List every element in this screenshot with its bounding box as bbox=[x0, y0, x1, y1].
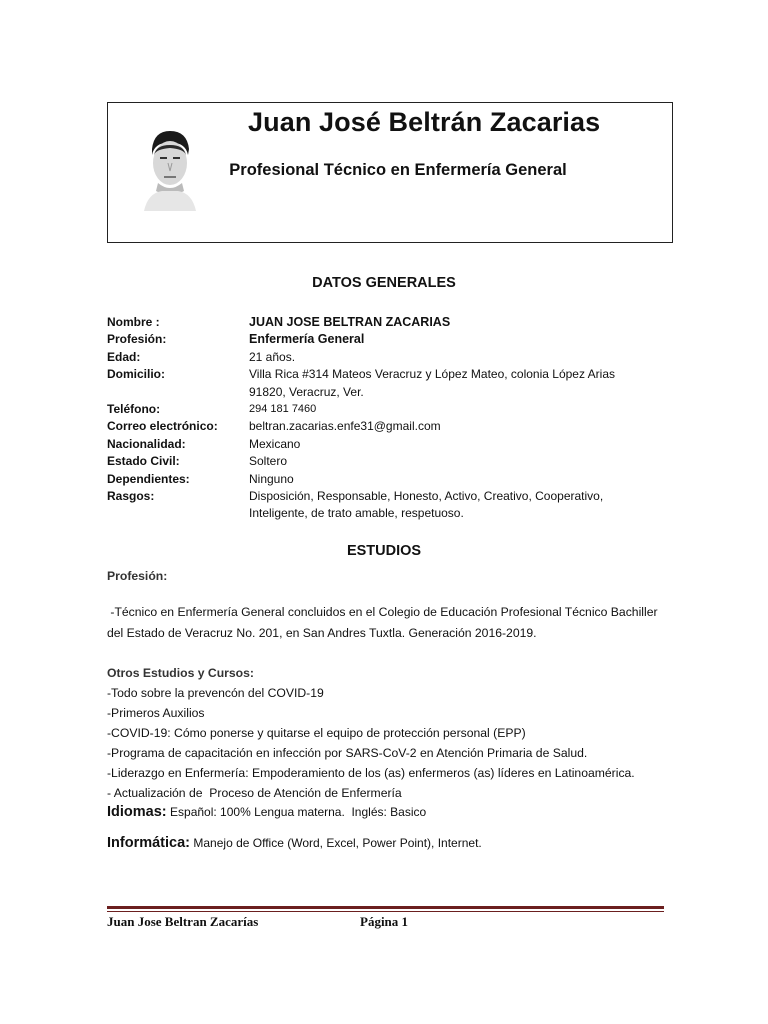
row-estado-civil bbox=[107, 453, 667, 470]
row-rasgos bbox=[107, 488, 667, 523]
candidate-name: Juan José Beltrán Zacarias bbox=[248, 107, 601, 137]
value-domicilio bbox=[249, 366, 667, 401]
profesion-section bbox=[107, 566, 667, 586]
label-nacionalidad: Nacionalidad: bbox=[107, 436, 186, 451]
curso-item: -Liderazgo en Enfermería: Empoderamiento de los (as) enfermeros (as) líderes en Latinoamérica. bbox=[107, 766, 635, 780]
label-telefono: Teléfono: bbox=[107, 402, 161, 417]
value-correo: beltran.zacarias.enfe31@gmail.com bbox=[249, 419, 441, 434]
row-correo bbox=[107, 418, 667, 435]
row-telefono bbox=[107, 401, 667, 418]
row-nombre bbox=[107, 314, 667, 331]
label-domicilio: Domicilio: bbox=[107, 367, 166, 382]
footer-page-number: Página 1 bbox=[360, 914, 409, 929]
idiomas-line bbox=[107, 804, 667, 820]
curso-item: -COVID-19: Cómo ponerse y quitarse el equipo de protección personal (EPP) bbox=[107, 726, 526, 740]
label-edad: Edad: bbox=[107, 349, 141, 364]
datos-generales-table bbox=[107, 314, 667, 523]
row-domicilio bbox=[107, 366, 667, 401]
profesion-line-1: -Técnico en Enfermería General concluidos en el Colegio de Educación Profesional Técnico Bachiller bbox=[107, 605, 658, 619]
informatica-line bbox=[107, 835, 667, 851]
row-dependientes bbox=[107, 471, 667, 488]
estudios-heading: ESTUDIOS bbox=[346, 543, 422, 559]
footer-rule bbox=[107, 906, 664, 909]
footer-rule-thin bbox=[107, 911, 664, 912]
otros-estudios-label: Otros Estudios y Cursos: bbox=[107, 666, 254, 680]
label-nombre: Nombre : bbox=[107, 315, 160, 329]
label-rasgos: Rasgos: bbox=[107, 489, 155, 504]
value-domicilio-line2: 91820, Veracruz, Ver. bbox=[249, 384, 364, 399]
row-profesion bbox=[107, 331, 667, 348]
row-edad bbox=[107, 349, 667, 366]
curso-item: -Programa de capacitación en infección por SARS-CoV-2 en Atención Primaria de Salud. bbox=[107, 746, 588, 760]
profesion-description bbox=[107, 602, 667, 644]
datos-generales-heading: DATOS GENERALES bbox=[312, 275, 456, 291]
row-nacionalidad bbox=[107, 436, 667, 453]
profile-photo bbox=[138, 125, 202, 211]
profesion-label: Profesión: bbox=[107, 569, 168, 583]
idiomas-label: Idiomas: bbox=[107, 804, 167, 820]
value-nombre: JUAN JOSE BELTRAN ZACARIAS bbox=[249, 315, 451, 329]
value-domicilio-line1: Villa Rica #314 Mateos Veracruz y López Mateo, colonia López Arias bbox=[249, 367, 615, 382]
value-rasgos-line1: Disposición, Responsable, Honesto, Activo, Creativo, Cooperativo, bbox=[249, 489, 604, 504]
profesion-line-2: del Estado de Veracruz No. 201, en San Andres Tuxtla. Generación 2016-2019. bbox=[107, 626, 537, 640]
value-edad: 21 años. bbox=[249, 349, 296, 364]
value-telefono: 294 181 7460 bbox=[249, 403, 317, 416]
label-dependientes: Dependientes: bbox=[107, 471, 190, 486]
informatica-label: Informática: bbox=[107, 835, 190, 851]
footer-name: Juan Jose Beltran Zacarías bbox=[107, 914, 259, 929]
value-profesion: Enfermería General bbox=[249, 332, 365, 347]
curso-item: -Todo sobre la prevencón del COVID-19 bbox=[107, 686, 324, 700]
candidate-profession: Profesional Técnico en Enfermería General bbox=[229, 161, 567, 179]
value-dependientes: Ninguno bbox=[249, 471, 294, 486]
idiomas-value: Español: 100% Lengua materna. Inglés: Basico bbox=[170, 805, 427, 819]
value-rasgos bbox=[249, 488, 667, 523]
informatica-value: Manejo de Office (Word, Excel, Power Point), Internet. bbox=[193, 836, 482, 850]
value-estado-civil: Soltero bbox=[249, 454, 288, 469]
header-box bbox=[107, 102, 673, 243]
curso-item: - Actualización de Proceso de Atención de Enfermería bbox=[107, 786, 402, 800]
label-correo: Correo electrónico: bbox=[107, 419, 218, 434]
value-nacionalidad: Mexicano bbox=[249, 436, 301, 451]
otros-estudios-section bbox=[107, 663, 667, 803]
curso-item: -Primeros Auxilios bbox=[107, 706, 205, 720]
value-rasgos-line2: Inteligente, de trato amable, respetuoso. bbox=[249, 506, 464, 521]
label-profesion: Profesión: bbox=[107, 332, 167, 347]
label-estado-civil: Estado Civil: bbox=[107, 454, 180, 469]
